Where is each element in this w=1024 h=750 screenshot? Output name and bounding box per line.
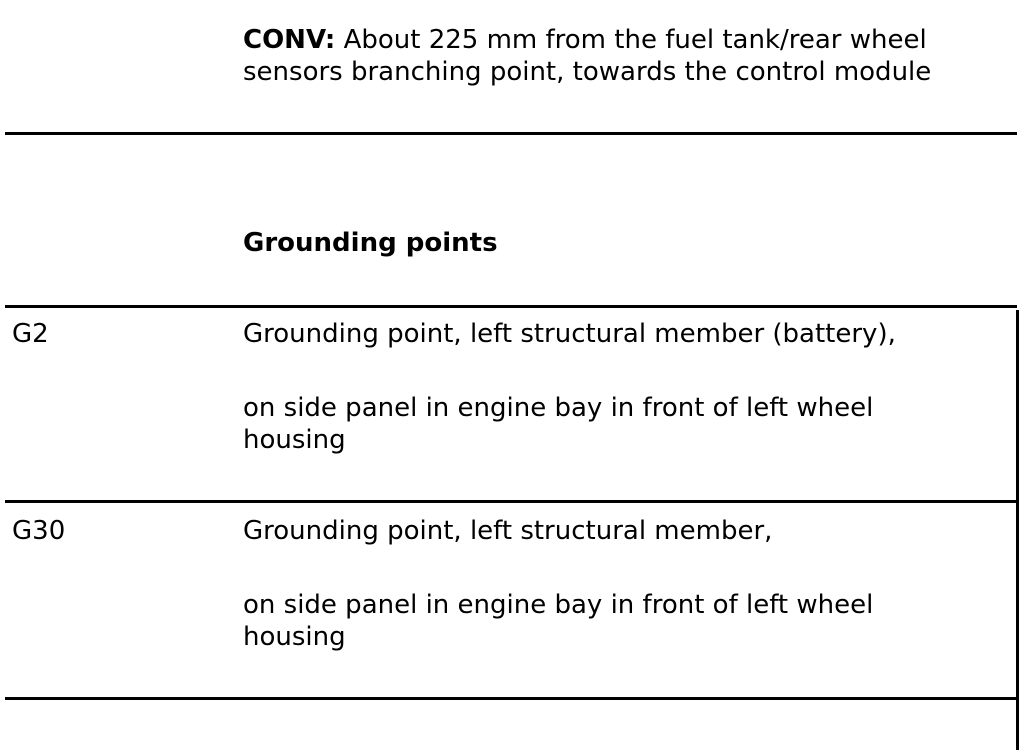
table-right-border — [1016, 310, 1019, 750]
row-location-g2-line-2: housing — [243, 425, 346, 455]
divider-4 — [5, 697, 1017, 700]
row-description-g2: Grounding point, left structural member (battery), — [243, 319, 896, 349]
divider-3 — [5, 500, 1017, 503]
divider-1 — [5, 132, 1017, 135]
divider-2 — [5, 305, 1017, 308]
row-location-g2-line-1: on side panel in engine bay in front of left wheel — [243, 393, 874, 423]
row-location-g30-line-1: on side panel in engine bay in front of left wheel — [243, 590, 874, 620]
row-description-g30: Grounding point, left structural member, — [243, 516, 773, 546]
row-code-g30: G30 — [12, 516, 66, 546]
conv-label: CONV: — [243, 25, 336, 55]
section-heading: Grounding points — [243, 228, 498, 258]
conv-text-1: About 225 mm from the fuel tank/rear wheel — [343, 25, 927, 55]
row-code-g2: G2 — [12, 319, 49, 349]
conv-note-line-1 — [243, 24, 927, 56]
row-location-g30-line-2: housing — [243, 622, 346, 652]
conv-note-line-2: sensors branching point, towards the control module — [243, 57, 932, 87]
